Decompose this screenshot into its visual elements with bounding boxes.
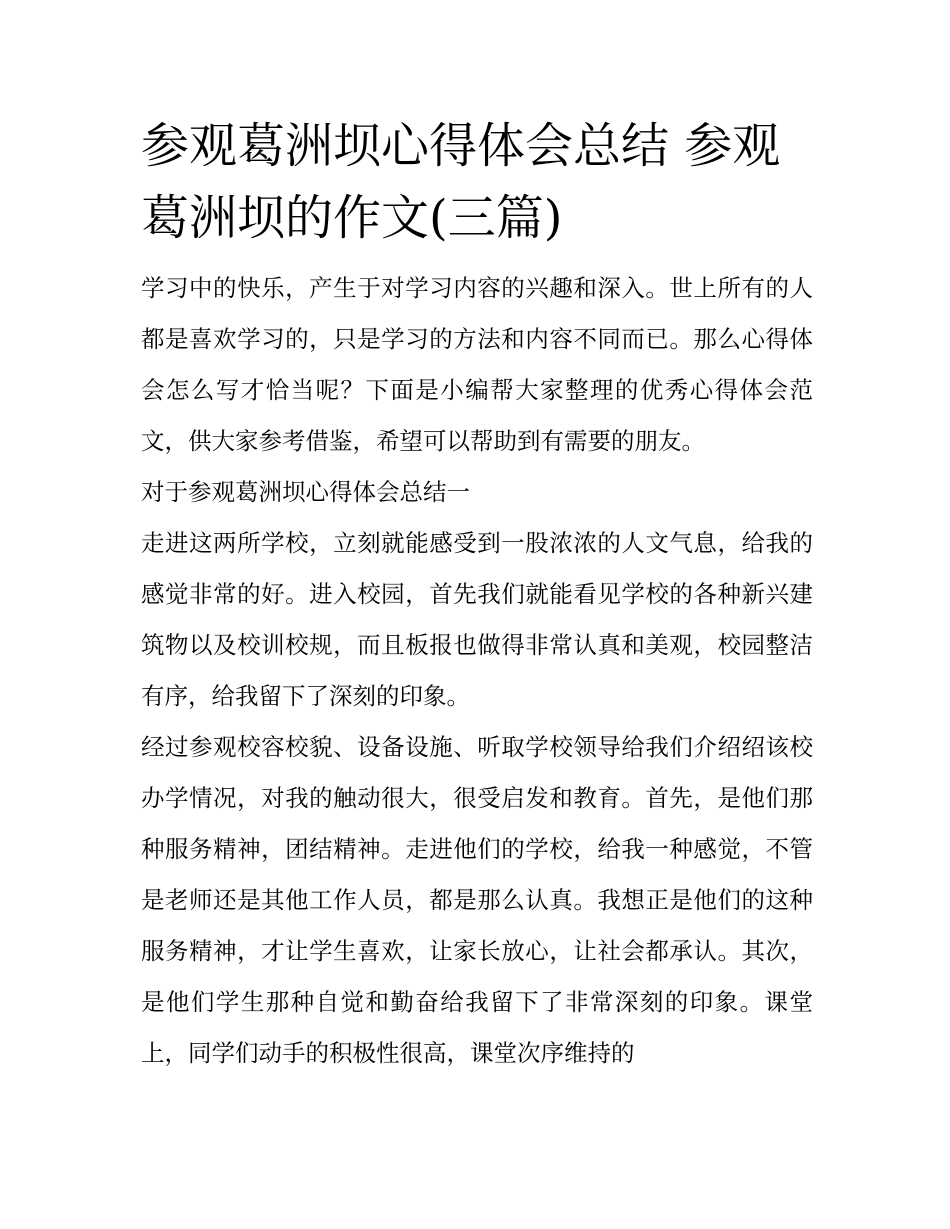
document-page (141, 110, 813, 1079)
section-heading: 对于参观葛洲坝心得体会总结一 (141, 478, 470, 506)
document-title: 参观葛洲坝心得体会总结 参观葛洲坝的作文(三篇) (141, 118, 781, 246)
intro-paragraph: 学习中的快乐，产生于对学习内容的兴趣和深入。世上所有的人都是喜欢学习的，只是学习的方法和内容不同而已。那么心得体会怎么写才恰当呢？下面是小编帮大家整理的优秀心得体会范文，供大家参考借鉴，希望可以帮助到有需要的朋友。 (141, 274, 813, 455)
document-body (141, 263, 813, 1079)
body-paragraph-1: 走进这两所学校，立刻就能感受到一股浓浓的人文气息，给我的感觉非常的好。进入校园，首先我们就能看见学校的各种新兴建筑物以及校训校规，而且板报也做得非常认真和美观，校园整洁有序，给我留下了深刻的印象。 (141, 529, 813, 710)
body-paragraph-2: 经过参观校容校貌、设备设施、听取学校领导给我们介绍绍该校办学情况，对我的触动很大，很受启发和教育。首先，是他们那种服务精神，团结精神。走进他们的学校，给我一种感觉，不管是老师还是其他工作人员，都是那么认真。我想正是他们的这种服务精神，才让学生喜欢，让家长放心，让社会都承认。其次，是他们学生那种自觉和勤奋给我留下了非常深刻的印象。课堂上，同学们动手的积极性很高，课堂次序维持的 (141, 733, 813, 1067)
